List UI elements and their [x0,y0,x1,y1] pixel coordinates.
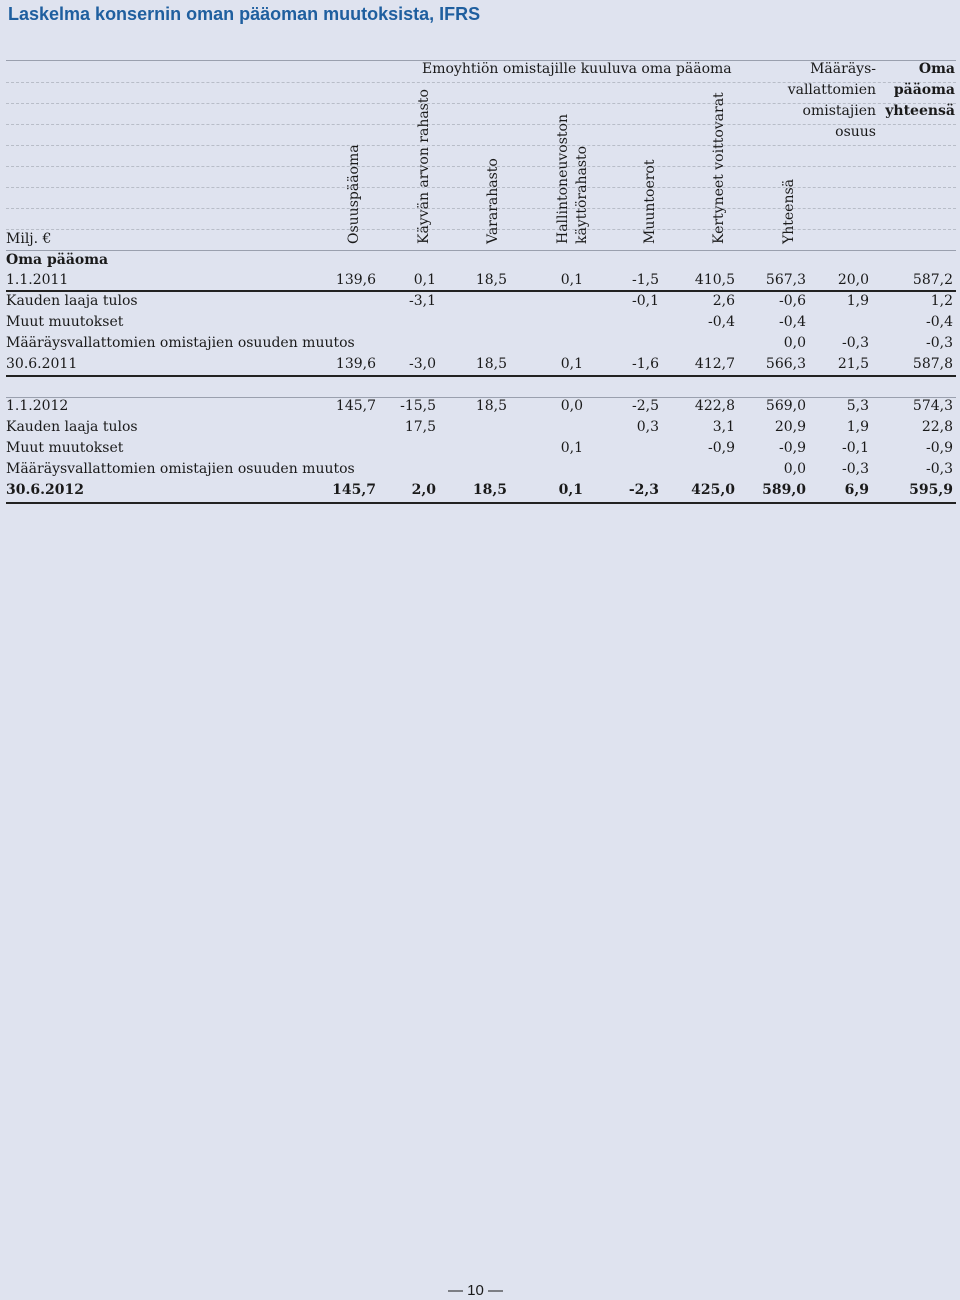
row-label: Kauden laaja tulos [6,419,138,435]
table-cell: 0,1 [560,356,583,372]
table-cell: 1,9 [846,419,869,435]
table-cell: -0,4 [779,314,806,330]
table-cell: 589,0 [762,482,806,498]
table-cell: 425,0 [691,482,735,498]
table-cell: 574,3 [912,398,953,414]
header-minority-line3: omistajien [802,103,876,119]
table-cell: -15,5 [400,398,436,414]
table-cell: 145,7 [335,398,376,414]
table-cell: -1,5 [632,272,659,288]
row-divider [6,502,956,504]
table-cell: 2,6 [712,293,735,309]
table-cell: -0,9 [708,440,735,456]
table-cell: 0,0 [783,461,806,477]
header-total-line1: Oma [918,61,955,77]
column-header-kayttorahasto: käyttörahasto [574,145,590,244]
table-cell: -0,4 [708,314,735,330]
row-label: 30.6.2012 [6,482,84,498]
table-cell: 18,5 [475,398,507,414]
table-cell: 2,0 [411,482,436,498]
table-cell: 22,8 [921,419,953,435]
table-cell: -0,1 [842,440,869,456]
table-cell: 0,1 [413,272,436,288]
table-cell: 145,7 [332,482,376,498]
table-cell: 18,5 [472,482,507,498]
table-cell: -3,0 [409,356,436,372]
table-cell: -0,3 [926,461,953,477]
table-cell: 566,3 [765,356,806,372]
column-header-kayvan-arvon-rahasto: Käyvän arvon rahasto [416,89,432,244]
table-cell: 595,9 [909,482,953,498]
table-cell: 587,2 [912,272,953,288]
table-cell: 0,1 [560,440,583,456]
table-cell: -0,3 [842,461,869,477]
page-title: Laskelma konsernin oman pääoman muutoksista, IFRS [8,4,481,24]
row-divider [6,375,956,377]
divider [6,145,956,146]
table-cell: 6,9 [844,482,869,498]
table-cell: 410,5 [694,272,735,288]
table-cell: 20,9 [774,419,806,435]
row-label: Määräysvallattomien omistajien osuuden muutos [6,461,355,477]
table-cell: -2,5 [632,398,659,414]
table-cell: 1,2 [930,293,953,309]
table-cell: -0,9 [779,440,806,456]
row-label: Muut muutokset [6,314,124,330]
section-label: Oma pääoma [6,252,109,268]
table-cell: -0,4 [926,314,953,330]
divider [6,250,956,251]
table-cell: 0,0 [783,335,806,351]
table-cell: -0,9 [926,440,953,456]
table-cell: -3,1 [409,293,436,309]
page-number: — 10 — [448,1282,504,1299]
column-header-vararahasto: Vararahasto [485,158,501,244]
row-label: 1.1.2011 [6,272,69,288]
table-cell: -1,6 [632,356,659,372]
table-cell: 0,1 [560,272,583,288]
table-cell: -0,6 [779,293,806,309]
header-minority-line4: osuus [835,124,876,140]
table-cell: 0,3 [636,419,659,435]
divider [6,208,956,209]
table-cell: 0,0 [560,398,583,414]
column-header-kertyneet-voittovarat: Kertyneet voittovarat [711,92,727,244]
divider [6,166,956,167]
table-cell: -0,1 [632,293,659,309]
row-label: 30.6.2011 [6,356,78,372]
table-cell: 412,7 [694,356,735,372]
table-cell: 1,9 [846,293,869,309]
table-cell: -2,3 [628,482,659,498]
header-group-label: Emoyhtiön omistajille kuuluva oma pääoma [422,61,732,77]
row-label: Muut muutokset [6,440,124,456]
table-cell: -0,3 [926,335,953,351]
divider [6,187,956,188]
divider [6,229,956,230]
table-cell: 18,5 [475,272,507,288]
table-cell: 5,3 [846,398,869,414]
header-minority-line2: vallattomien [787,82,876,98]
header-total-line2: pääoma [893,82,955,98]
unit-label: Milj. € [6,231,52,247]
row-label: 1.1.2012 [6,398,69,414]
row-label: Kauden laaja tulos [6,293,138,309]
column-header-hallintoneuvoston: Hallintoneuvoston [555,114,571,244]
table-cell: 17,5 [404,419,436,435]
table-cell: 20,0 [837,272,869,288]
column-header-osuuspaaoma: Osuuspääoma [346,144,362,244]
header-minority-line1: Määräys- [810,61,876,77]
table-cell: 18,5 [475,356,507,372]
row-label: Määräysvallattomien omistajien osuuden muutos [6,335,355,351]
header-total-line3: yhteensä [885,103,955,119]
table-cell: -0,3 [842,335,869,351]
table-cell: 569,0 [765,398,806,414]
column-header-muuntoerot: Muuntoerot [642,159,658,244]
table-cell: 587,8 [912,356,953,372]
table-cell: 139,6 [335,356,376,372]
column-header-yhteensa: Yhteensä [781,178,797,244]
table-cell: 0,1 [558,482,583,498]
table-cell: 422,8 [694,398,735,414]
table-cell: 21,5 [837,356,869,372]
row-divider [6,290,956,292]
table-cell: 3,1 [712,419,735,435]
table-cell: 139,6 [335,272,376,288]
table-cell: 567,3 [765,272,806,288]
